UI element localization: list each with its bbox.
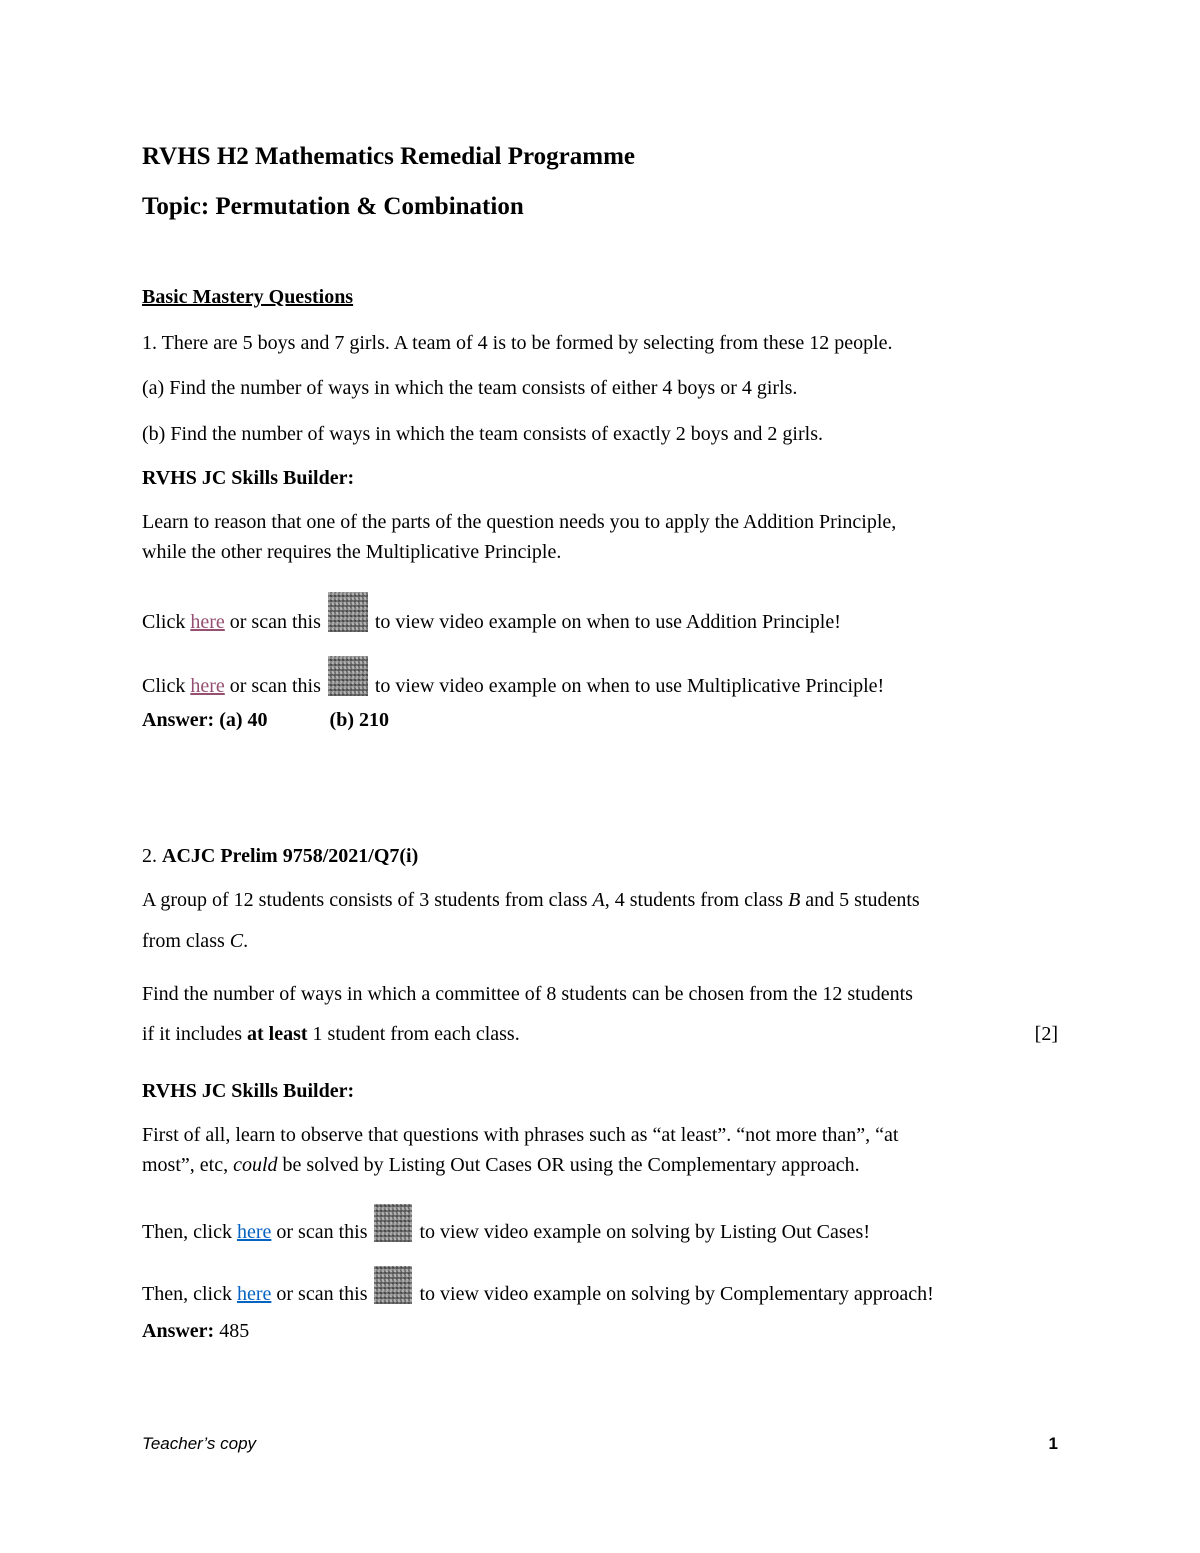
q2-link1-post: to view video example on solving by Listing Out Cases! (414, 1221, 870, 1243)
qr-code-icon[interactable] (374, 1204, 412, 1242)
q2-line4 (142, 1023, 520, 1046)
complementary-approach-video-link[interactable]: here (236, 1283, 272, 1305)
multiplicative-principle-video-link[interactable]: here (190, 675, 225, 697)
topic-heading: Topic: Permutation & Combination (142, 193, 524, 220)
q2-line1-mid: , 4 students from class (604, 889, 789, 911)
q1-skills-line2: while the other requires the Multiplicative Principle. (142, 541, 562, 563)
document-title: RVHS H2 Mathematics Remedial Programme (142, 143, 635, 170)
qr-code-icon[interactable] (328, 592, 368, 632)
q2-link2-mid: or scan this (271, 1283, 373, 1305)
q2-skills-line2-pre: most”, etc, (142, 1154, 234, 1176)
footer-teachers-copy: Teacher’s copy (142, 1434, 257, 1453)
q1-part-b: (b) Find the number of ways in which the team consists of exactly 2 boys and 2 girls. (142, 423, 823, 445)
listing-cases-video-link[interactable]: here (236, 1221, 272, 1243)
q2-number: 2. (142, 845, 162, 867)
q1-multiplicative-link-line (142, 656, 884, 698)
q1-addition-link-line (142, 592, 841, 634)
q2-link1-pre: Then, click (142, 1221, 237, 1243)
addition-principle-video-link[interactable]: here (190, 611, 225, 633)
class-c-var: C (229, 930, 244, 952)
q2-skills-line1: First of all, learn to observe that questions with phrases such as “at least”. “not more than”, “at (142, 1124, 899, 1146)
q1-stem: 1. There are 5 boys and 7 girls. A team of 4 is to be formed by selecting from these 12 people. (142, 332, 893, 354)
q1-link2-post: to view video example on when to use Multiplicative Principle! (369, 675, 885, 697)
q1-answer (142, 709, 389, 732)
q2-skills-line2-post: be solved by Listing Out Cases OR using the Complementary approach. (277, 1154, 860, 1176)
q1-link1-mid: or scan this (224, 611, 326, 633)
q2-skills-line2 (142, 1154, 860, 1177)
page-number: 1 (1048, 1434, 1058, 1453)
q2-line1-post: and 5 students (800, 889, 920, 911)
section-heading: Basic Mastery Questions (142, 286, 354, 308)
q1-link1-post: to view video example on when to use Addition Principle! (369, 611, 841, 633)
q2-marks: [2] (1034, 1023, 1058, 1045)
q2-answer (142, 1320, 249, 1343)
q2-line4-post: 1 student from each class. (307, 1023, 520, 1045)
q2-skills-italic: could (233, 1154, 278, 1176)
q2-skills-heading: RVHS JC Skills Builder: (142, 1080, 355, 1102)
q2-heading (142, 845, 418, 868)
q2-listing-link-line (142, 1204, 870, 1244)
q1-answer-b: (b) 210 (329, 709, 389, 731)
q2-line1-pre: A group of 12 students consists of 3 students from class (142, 889, 593, 911)
q2-link1-mid: or scan this (271, 1221, 373, 1243)
q2-answer-label: Answer: (142, 1320, 215, 1342)
qr-code-icon[interactable] (374, 1266, 412, 1304)
q1-part-a: (a) Find the number of ways in which the team consists of either 4 boys or 4 girls. (142, 377, 798, 399)
q2-line3: Find the number of ways in which a committee of 8 students can be chosen from the 12 students (142, 983, 913, 1005)
q1-link2-mid: or scan this (224, 675, 326, 697)
q1-link1-pre: Click (142, 611, 191, 633)
q1-skills-line1: Learn to reason that one of the parts of the question needs you to apply the Addition Principle, (142, 511, 897, 533)
q2-line2-post: . (243, 930, 249, 952)
q2-source: ACJC Prelim 9758/2021/Q7(i) (162, 845, 419, 867)
q1-link2-pre: Click (142, 675, 191, 697)
q1-answer-a: Answer: (a) 40 (142, 709, 268, 731)
q2-link2-post: to view video example on solving by Complementary approach! (414, 1283, 934, 1305)
q2-complementary-link-line (142, 1266, 934, 1306)
class-a-var: A (592, 889, 605, 911)
q2-emphasis: at least (246, 1023, 308, 1045)
q2-line4-pre: if it includes (142, 1023, 247, 1045)
q2-line2 (142, 930, 248, 953)
qr-code-icon[interactable] (328, 656, 368, 696)
q2-line2-pre: from class (142, 930, 230, 952)
q1-skills-heading: RVHS JC Skills Builder: (142, 467, 355, 489)
class-b-var: B (788, 889, 801, 911)
q2-link2-pre: Then, click (142, 1283, 237, 1305)
q2-answer-value: 485 (214, 1320, 250, 1342)
q2-line1 (142, 889, 920, 912)
